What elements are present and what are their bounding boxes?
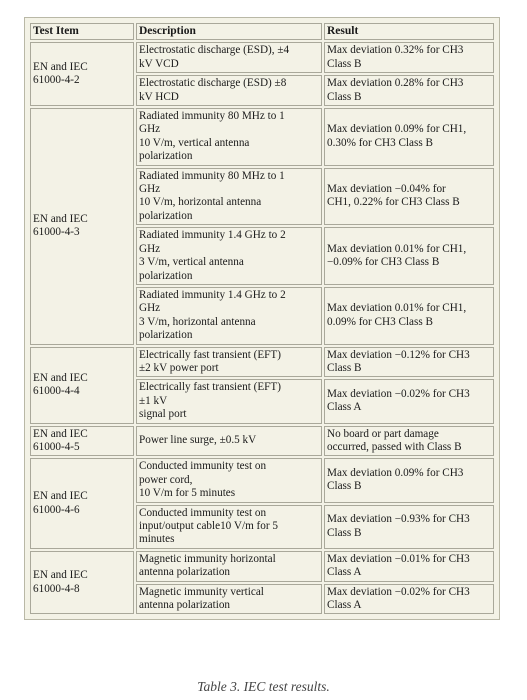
description-cell: Conducted immunity test on power cord, 10 V/m for 5 minutes <box>136 458 322 502</box>
result-cell: Max deviation −0.02% for CH3 Class A <box>324 584 494 615</box>
test-item-cell: EN and IEC 61000-4-4 <box>30 347 134 424</box>
result-cell: Max deviation −0.02% for CH3 Class A <box>324 379 494 423</box>
result-cell: Max deviation 0.32% for CH3 Class B <box>324 42 494 73</box>
result-cell: Max deviation 0.09% for CH3 Class B <box>324 458 494 502</box>
table-row <box>30 458 494 502</box>
table-row <box>30 551 494 582</box>
result-cell: Max deviation −0.93% for CH3 Class B <box>324 505 494 549</box>
results-table-container <box>24 17 500 620</box>
table-row <box>30 426 494 457</box>
result-cell: Max deviation 0.28% for CH3 Class B <box>324 75 494 106</box>
result-cell: Max deviation 0.01% for CH1, −0.09% for CH3 Class B <box>324 227 494 285</box>
description-cell: Radiated immunity 1.4 GHz to 2 GHz 3 V/m, horizontal antenna polarization <box>136 287 322 345</box>
description-cell: Electrically fast transient (EFT) ±1 kV signal port <box>136 379 322 423</box>
description-cell: Electrostatic discharge (ESD) ±8 kV HCD <box>136 75 322 106</box>
description-cell: Electrostatic discharge (ESD), ±4 kV VCD <box>136 42 322 73</box>
description-cell: Magnetic immunity vertical antenna polarization <box>136 584 322 615</box>
test-item-cell: EN and IEC 61000-4-2 <box>30 42 134 106</box>
description-cell: Electrically fast transient (EFT) ±2 kV power port <box>136 347 322 378</box>
table-row <box>30 42 494 73</box>
header-result: Result <box>324 23 494 40</box>
result-cell: Max deviation −0.04% for CH1, 0.22% for CH3 Class B <box>324 168 494 226</box>
description-cell: Magnetic immunity horizontal antenna polarization <box>136 551 322 582</box>
description-cell: Radiated immunity 80 MHz to 1 GHz 10 V/m, horizontal antenna polarization <box>136 168 322 226</box>
description-cell: Radiated immunity 80 MHz to 1 GHz 10 V/m, vertical antenna polarization <box>136 108 322 166</box>
table-header-row <box>30 23 494 40</box>
result-cell: Max deviation −0.01% for CH3 Class A <box>324 551 494 582</box>
description-cell: Power line surge, ±0.5 kV <box>136 426 322 457</box>
result-cell: Max deviation 0.09% for CH1, 0.30% for CH3 Class B <box>324 108 494 166</box>
result-cell: Max deviation 0.01% for CH1, 0.09% for CH3 Class B <box>324 287 494 345</box>
header-test-item: Test Item <box>30 23 134 40</box>
table-row <box>30 347 494 378</box>
iec-test-results-table <box>28 21 496 616</box>
table-row <box>30 108 494 166</box>
result-cell: Max deviation −0.12% for CH3 Class B <box>324 347 494 378</box>
test-item-cell: EN and IEC 61000-4-8 <box>30 551 134 615</box>
description-cell: Radiated immunity 1.4 GHz to 2 GHz 3 V/m, vertical antenna polarization <box>136 227 322 285</box>
test-item-cell: EN and IEC 61000-4-6 <box>30 458 134 548</box>
result-cell: No board or part damage occurred, passed with Class B <box>324 426 494 457</box>
test-item-cell: EN and IEC 61000-4-5 <box>30 426 134 457</box>
header-description: Description <box>136 23 322 40</box>
test-item-cell: EN and IEC 61000-4-3 <box>30 108 134 345</box>
description-cell: Conducted immunity test on input/output cable10 V/m for 5 minutes <box>136 505 322 549</box>
table-caption: Table 3. IEC test results. <box>197 679 330 694</box>
